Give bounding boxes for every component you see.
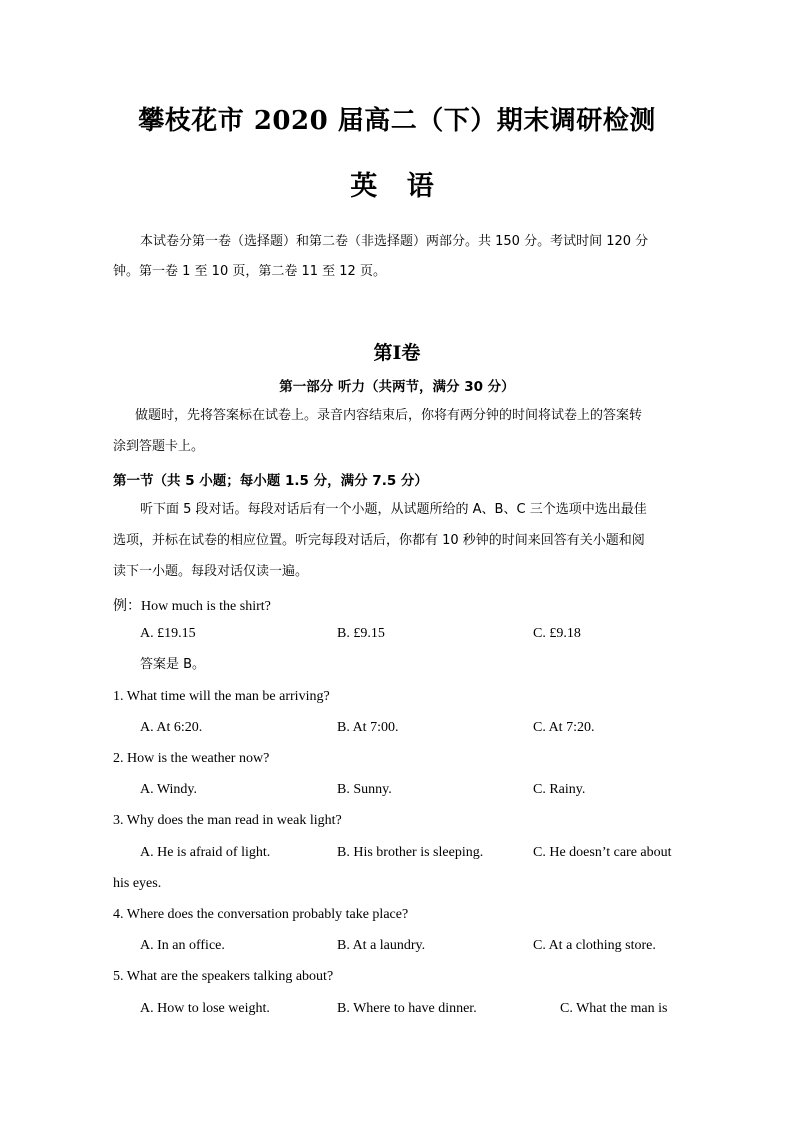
intro-line-2: 钟。第一卷 1 至 10 页，第二卷 11 至 12 页。 [113, 264, 386, 279]
q2-option-c: C. Rainy. [533, 782, 586, 797]
question-3: 3. Why does the man read in weak light? [113, 813, 342, 828]
q3-option-a: A. He is afraid of light. [140, 845, 271, 860]
example-option-c: C. £9.18 [533, 626, 581, 641]
subject-title: 英 语 [350, 171, 444, 202]
q3-option-c: C. He doesn’t care about [533, 845, 672, 860]
section-heading: 第一节（共 5 小题；每小题 1.5 分，满分 7.5 分） [113, 473, 428, 489]
q2-option-a: A. Windy. [140, 782, 197, 797]
directions-line-1: 听下面 5 段对话。每段对话后有一个小题，从试题所给的 A、B、C 三个选项中选出最佳 [140, 502, 647, 517]
q3-option-b: B. His brother is sleeping. [337, 845, 484, 860]
q1-option-c: C. At 7:20. [533, 720, 595, 735]
q4-option-c: C. At a clothing store. [533, 938, 656, 953]
instructions-line-1: 做题时，先将答案标在试卷上。录音内容结束后，你将有两分钟的时间将试卷上的答案转 [135, 408, 643, 423]
q4-option-a: A. In an office. [140, 938, 225, 953]
q2-option-b: B. Sunny. [337, 782, 392, 797]
instructions-line-2: 涂到答题卡上。 [113, 439, 205, 454]
q5-option-c: C. What the man is [560, 1001, 668, 1016]
question-5: 5. What are the speakers talking about? [113, 969, 334, 984]
q5-option-b: B. Where to have dinner. [337, 1001, 477, 1016]
directions-line-2: 选项，并标在试卷的相应位置。听完每段对话后，你都有 10 秒钟的时间来回答有关小题和阅 [113, 533, 645, 548]
example-option-b: B. £9.15 [337, 626, 385, 641]
q1-option-b: B. At 7:00. [337, 720, 399, 735]
q5-option-a: A. How to lose weight. [140, 1001, 270, 1016]
question-1: 1. What time will the man be arriving? [113, 689, 330, 704]
example-option-a: A. £19.15 [140, 626, 196, 641]
question-4: 4. Where does the conversation probably take place? [113, 907, 409, 922]
directions-line-3: 读下一小题。每段对话仅读一遍。 [113, 564, 309, 579]
exam-title: 攀枝花市 2020 届高二（下）期末调研检测 [138, 106, 656, 136]
q3-option-c-continuation: his eyes. [113, 876, 162, 891]
volume-title: 第Ⅰ卷 [373, 342, 421, 364]
q1-option-a: A. At 6:20. [140, 720, 203, 735]
example-answer: 答案是 B。 [140, 657, 206, 672]
example-question: 例：How much is the shirt? [113, 599, 271, 614]
intro-line-1: 本试卷分第一卷（选择题）和第二卷（非选择题）两部分。共 150 分。考试时间 120 分 [140, 234, 649, 249]
part-title: 第一部分 听力（共两节，满分 30 分） [279, 379, 515, 395]
q4-option-b: B. At a laundry. [337, 938, 426, 953]
question-2: 2. How is the weather now? [113, 751, 270, 766]
